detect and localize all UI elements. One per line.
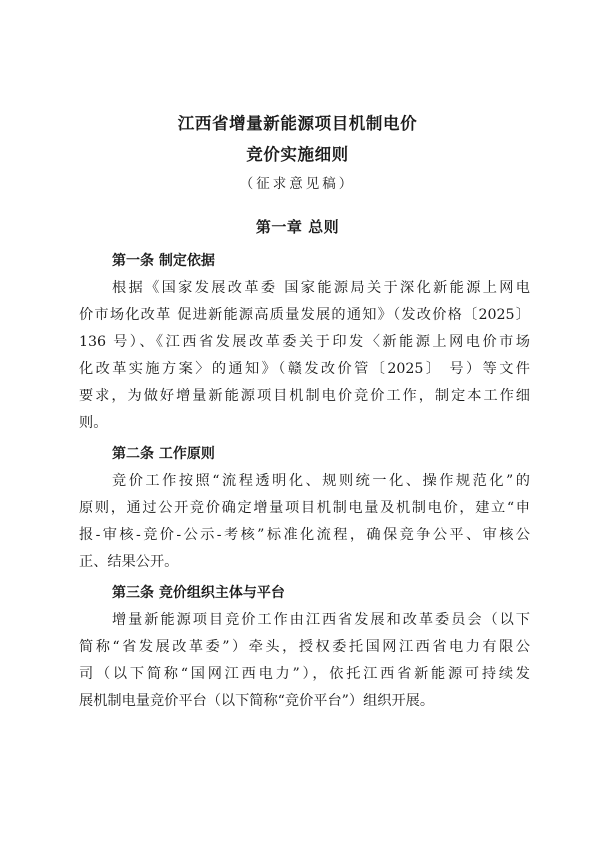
document-title-line-1: 江西省增量新能源项目机制电价 [177,114,418,133]
chapter-heading: 第一章 总则 [255,218,340,236]
article-1-line: 136 号）、《江西省发展改革委关于印发〈新能源上网电价市场 [79,334,530,350]
article-3-line: 司（以下简称“国网江西电力”），依托江西省新能源可持续发 [79,666,530,682]
article-2-line: 正、结果公开。 [79,554,179,570]
article-3-line: 展机制电量竞价平台（以下简称“竞价平台”）组织开展。 [79,693,435,709]
document-title-line-2: 竞价实施细则 [246,145,349,164]
article-2-line: 报-审核-竞价-公示-考核”标准化流程，确保竞争公平、审核公 [79,527,530,543]
article-2-line: 原则，通过公开竞价确定增量项目机制电量及机制电价，建立“申 [79,500,530,516]
article-1-line: 根据《国家发展改革委 国家能源局关于深化新能源上网电 [112,280,530,296]
article-2-line: 竞价工作按照“流程透明化、规则统一化、操作规范化”的 [112,473,530,489]
article-3-line: 增量新能源项目竞价工作由江西省发展和改革委员会（以下 [112,612,530,628]
article-1-line: 要求，为做好增量新能源项目机制电价竞价工作，制定本工作细 [79,388,530,404]
document-subtitle: （征求意见稿） [239,176,356,192]
article-1-line: 价市场化改革 促进新能源高质量发展的通知》（发改价格〔2025〕 [79,307,530,323]
article-3-heading: 第三条 竞价组织主体与平台 [112,585,285,601]
article-2-heading: 第二条 工作原则 [112,446,215,462]
article-1-line: 化改革实施方案〉的通知》（赣发改价管〔2025〕 号）等文件 [79,361,530,377]
article-3-line: 简称“省发展改革委”）牵头，授权委托国网江西省电力有限公 [79,639,530,655]
article-1-line: 则。 [79,415,108,431]
article-1-heading: 第一条 制定依据 [112,253,215,269]
